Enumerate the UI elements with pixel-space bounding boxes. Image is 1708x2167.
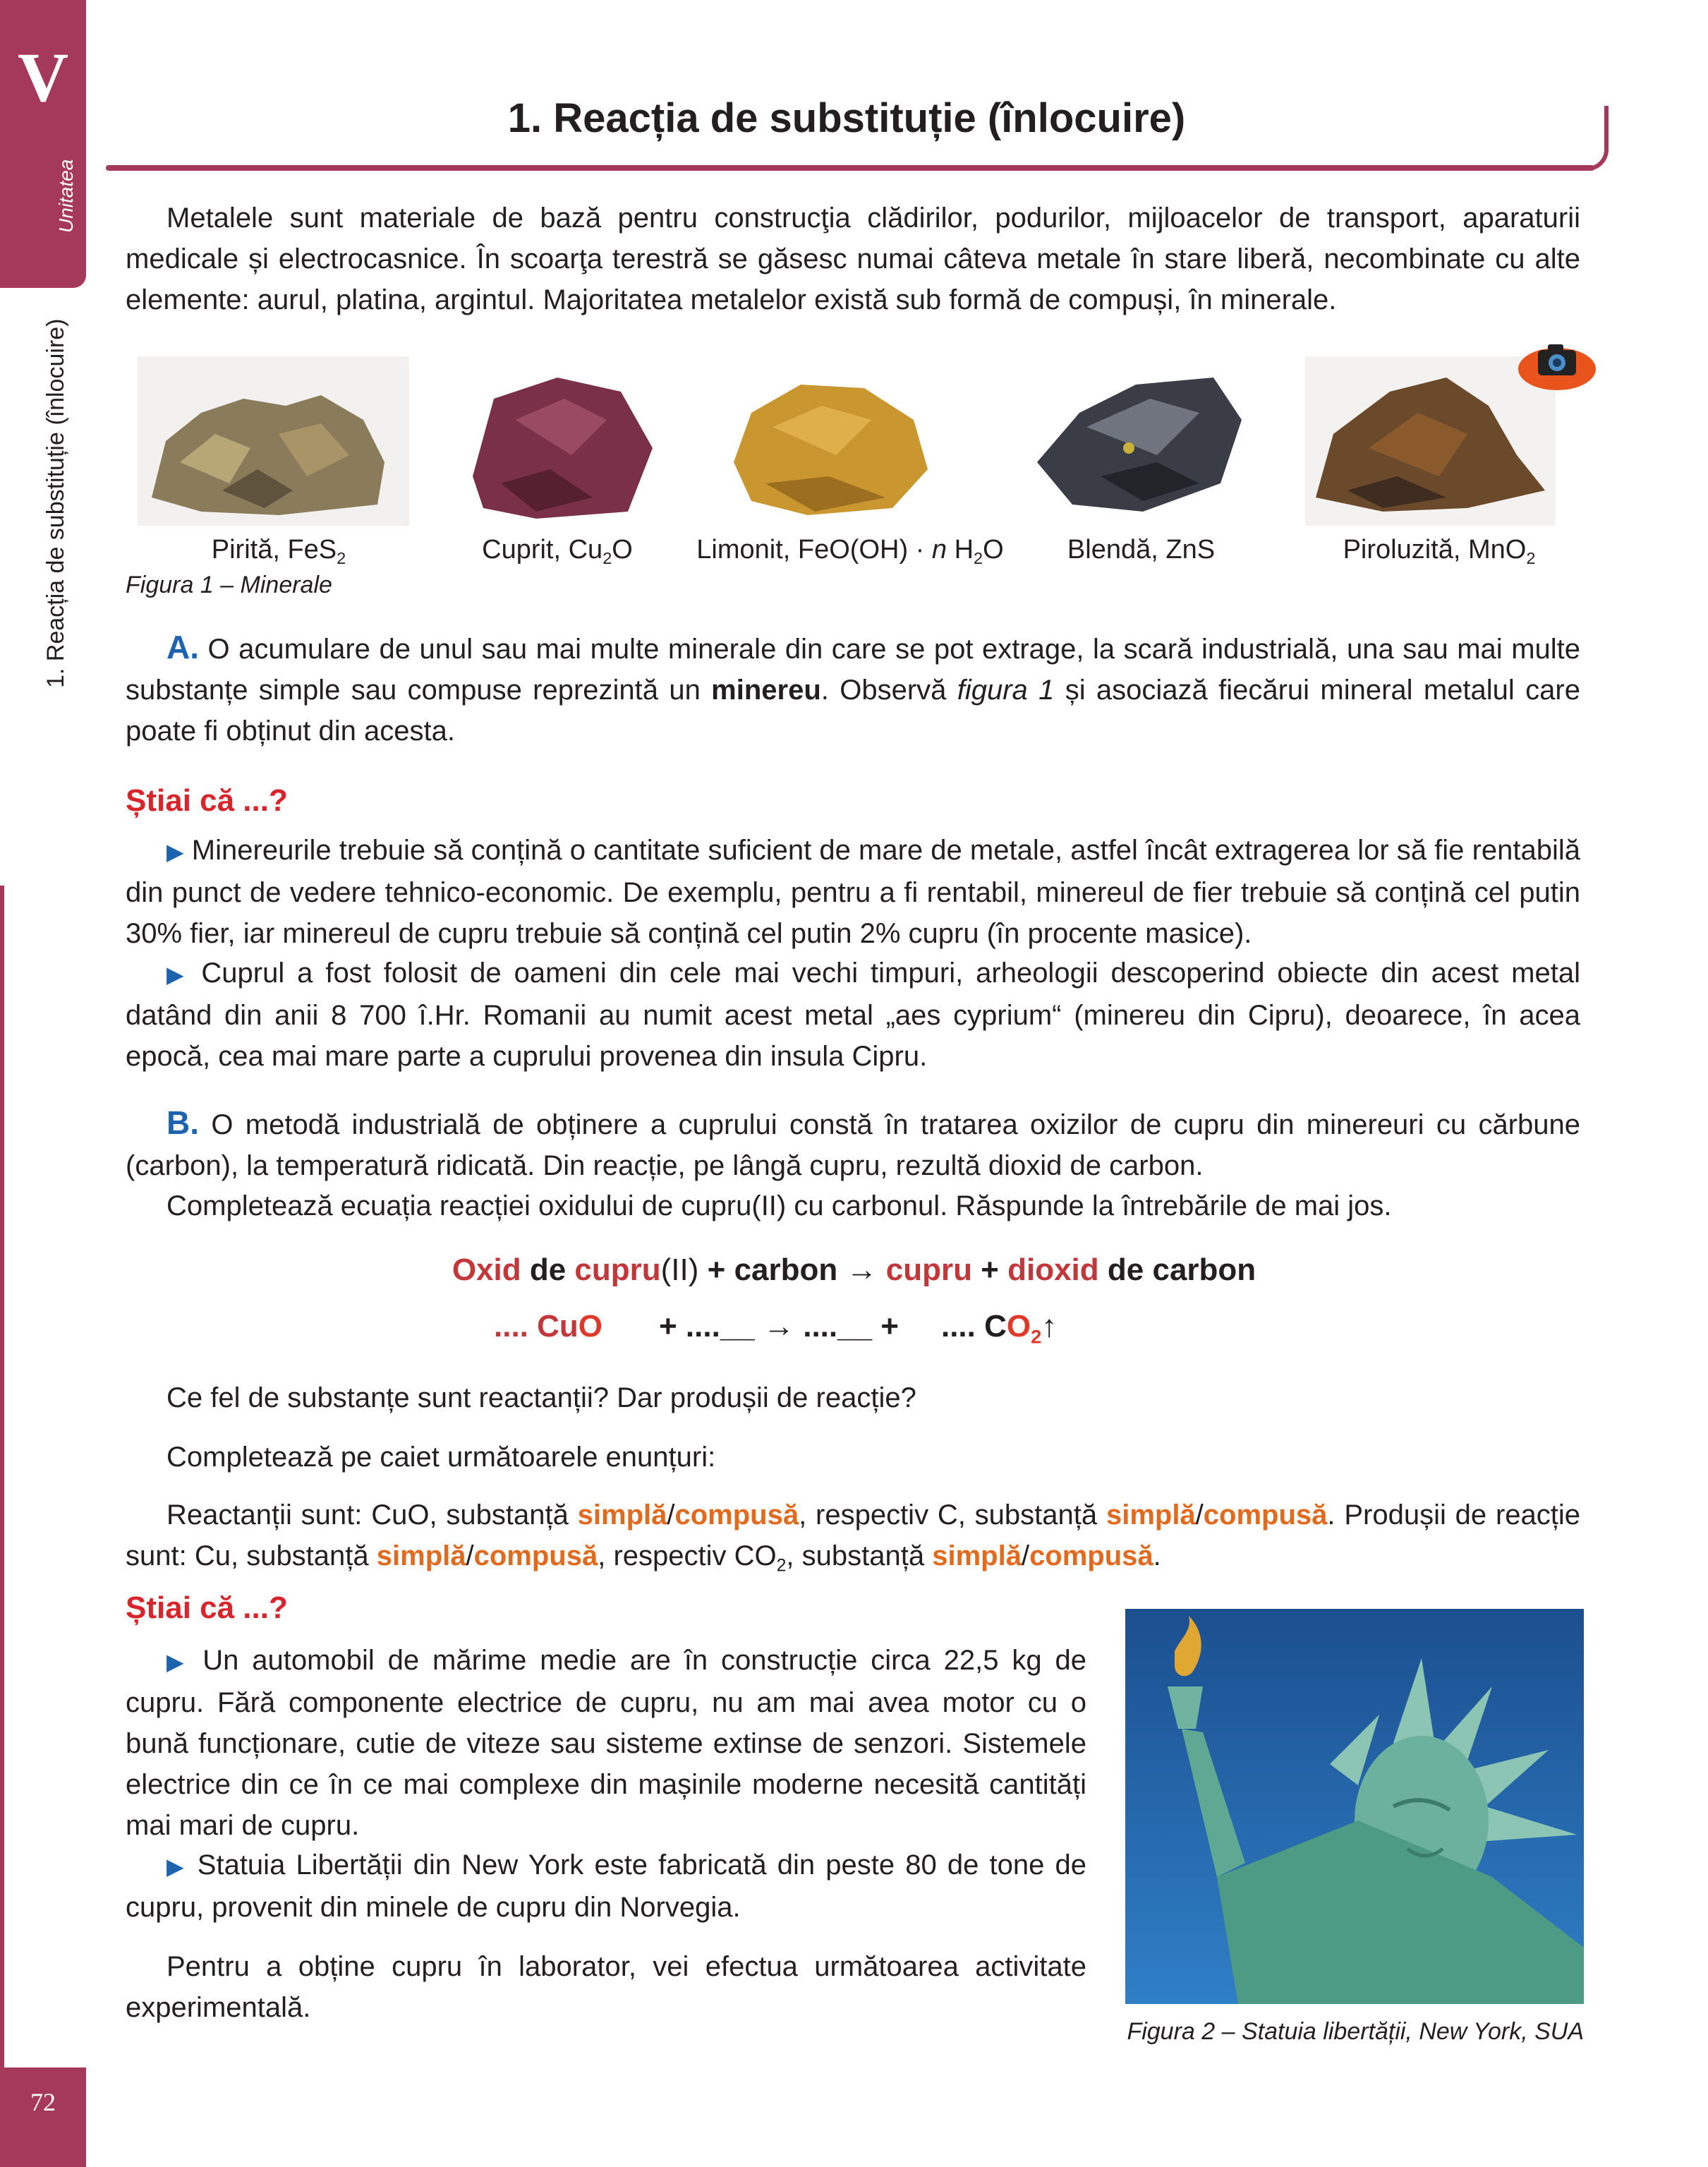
page-number-box — [0, 2068, 86, 2167]
triangle-bullet-icon: ▶ — [166, 839, 184, 864]
did-you-know-item: ▶ Un automobil de mărime medie are în construcție circa 22,5 kg de cupru. Fără componente electrice de cupru, nu am mai avea motor cu o bună funcționare, cutie de viteze sau sisteme extinse de senzori. Sistemele electrice din ce în ce mai complexe din mașinile moderne necesită cantități mai mari de cupru. — [126, 1645, 1086, 1841]
section-b-instruction: Completează ecuația reacției oxidului de cupru(II) cu carbonul. Răspunde la întrebările de mai jos. — [166, 1190, 1392, 1221]
triangle-bullet-icon: ▶ — [166, 1649, 190, 1674]
camera-icon — [1517, 330, 1598, 394]
sphalerite-image — [1030, 356, 1252, 526]
title-underline — [106, 165, 1594, 171]
did-you-know-heading-2: Știai că ...? — [126, 1590, 288, 1625]
unit-letter: V — [17, 38, 69, 116]
word-equation: Oxid de cupru(II) + carbon → cupru + dioxid de carbon — [452, 1252, 1256, 1287]
lesson-side-label: 1. Reacția de substituție (înlocuire) — [42, 318, 69, 688]
question-2: Completează pe caiet următoarele enunțuri: — [166, 1442, 716, 1473]
mineral-caption-cuprite: Cuprit, $Cu_2O$ — [482, 535, 633, 568]
mineral-caption-pyrite: Pirită, FeS$_2$ — [211, 535, 346, 568]
did-you-know-heading-1: Știai că ...? — [126, 783, 288, 818]
intro-paragraph: Metalele sunt materiale de bază pentru construcţia clădirilor, podurilor, mijloacelor de transport, aparaturii medicale și electrocasnice. În scoarţa terestră se găsesc numai câteva metale în stare liberă, necombinate cu alte elemente: aurul, platina, argintul. Majoritatea metalelor există sub formă de compuși, în minerale. — [126, 203, 1580, 315]
section-b-paragraph: B. O metodă industrială de obținere a cuprului constă în tratarea oxizilor de cupru din minereuri cu cărbune (carbon), la temperatură ridicată. Din reacție, pe lângă cupru, rezultă dioxid de carbon. — [126, 1104, 1580, 1181]
closing-paragraph: Pentru a obține cupru în laborator, vei efectua următoarea activitate experimentală. — [126, 1951, 1086, 2023]
unit-label: Unitatea — [55, 159, 77, 233]
page-title: 1. Reacția de substituție (înlocuire) — [507, 95, 1186, 141]
section-b-letter: B. — [166, 1104, 199, 1141]
title-corner — [1580, 106, 1609, 171]
fill-in-statement: Reactanții sunt: CuO, substanță simplă/compusă, respectiv C, substanță simplă/compusă. Produșii de reacție sunt: Cu, substanță simplă/compusă, respectiv $CO_2$, substanță simplă/compusă. — [126, 1499, 1581, 1576]
left-border — [0, 886, 4, 2167]
figure-2-caption: Figura 2 – Statuia libertății, New York, SUA — [1127, 2018, 1584, 2045]
did-you-know-item: ▶ Cuprul a fost folosit de oameni din cele mai vechi timpuri, arheologii descoperind obiecte din acest metal datând din anii 8 700 î.Hr. Romanii au numit acest metal „aes cyprium“ (minereu din Cipru), deoarece, în acea epocă, cea mai mare parte a cuprului provenea din insula Cipru. — [126, 958, 1580, 1072]
section-a-letter: A. — [166, 629, 199, 665]
keyword-minereu: minereu — [711, 675, 821, 706]
did-you-know-item: ▶ Minereurile trebuie să conțină o cantitate suficient de mare de metale, astfel încât extragerea lor să fie rentabilă din punct de vedere tehnico-economic. De exemplu, pentru a fi rentabil, minereul de fier trebuie să conțină cel putin 30% fier, iar minereul de cupru trebuie să conțină cel putin 2% cupru (în procente masice). — [126, 835, 1581, 949]
triangle-bullet-icon: ▶ — [166, 1854, 187, 1879]
mineral-caption-limonite: Limonit, FeO(OH) · n $H_2O$ — [696, 535, 1004, 568]
figure-1-caption: Figura 1 – Minerale — [126, 572, 332, 598]
pyrite-image — [138, 356, 409, 526]
statue-of-liberty-image — [1125, 1609, 1584, 2004]
mineral-caption-pyrolusite: Piroluzită, MnO$_2$ — [1343, 535, 1536, 568]
cuprite-image — [452, 356, 663, 526]
did-you-know-item: ▶ Statuia Libertății din New York este fabricată din peste 80 de tone de cupru, provenit din minele de cupru din Norvegia. — [126, 1849, 1086, 1923]
triangle-bullet-icon: ▶ — [166, 962, 189, 987]
question-1: Ce fel de substanțe sunt reactanții? Dar produșii de reacție? — [166, 1382, 916, 1413]
formula-equation: .... CuO + ....__ → ....__ + .... $CO_2↑$ — [494, 1309, 1058, 1348]
mineral-caption-sphalerite: Blendă, ZnS — [1067, 535, 1216, 565]
section-a-paragraph: A. O acumulare de unul sau mai multe minerale din care se pot extrage, la scară industrială, una sau mai multe substanțe simple sau compuse reprezintă un minereu. Observă figura 1 și asociază fiecărui mineral metalul care poate fi obținut din acesta. — [126, 629, 1580, 747]
limonite-image — [723, 356, 935, 526]
page-number: 72 — [30, 2088, 56, 2116]
